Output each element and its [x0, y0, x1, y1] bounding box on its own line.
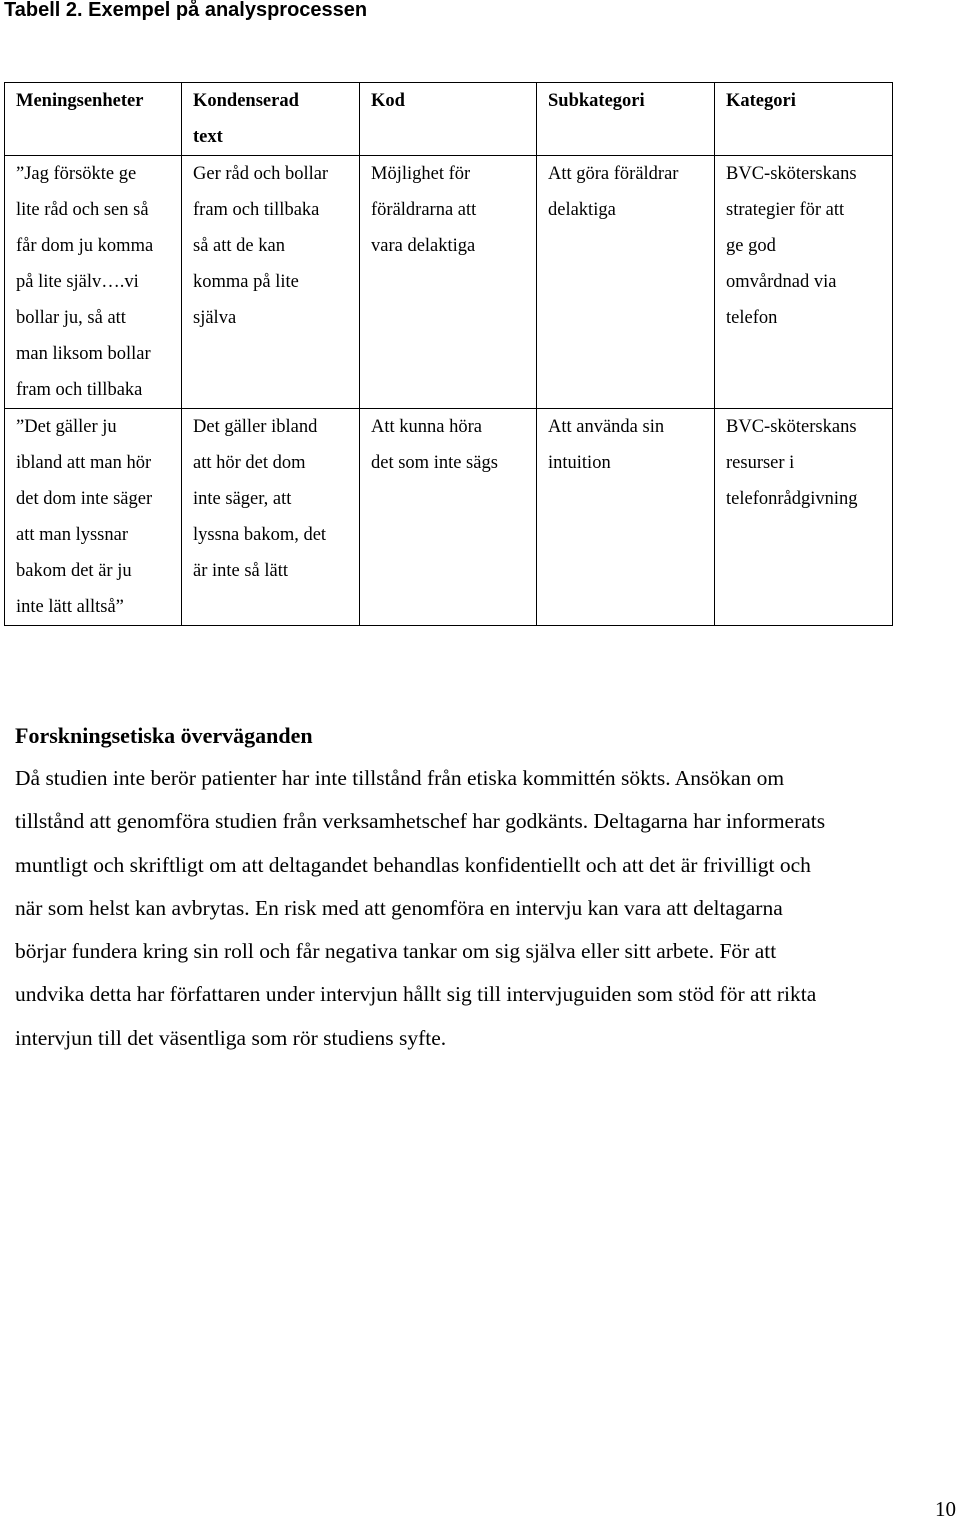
cell-kod — [360, 156, 537, 409]
cell-line: man liksom bollar — [16, 344, 151, 364]
cell-line: att man lyssnar — [16, 525, 129, 545]
cell-line: Det gäller ibland — [193, 417, 318, 437]
cell-subkategori — [537, 156, 715, 409]
header-kategori — [715, 83, 893, 156]
cell-line: på lite själv….vi — [16, 272, 139, 292]
cell-line: telefon — [726, 308, 778, 328]
table-caption: Tabell 2. Exempel på analysprocessen — [4, 0, 368, 21]
cell-line: Att göra föräldrar — [548, 164, 679, 184]
cell-line: intuition — [548, 453, 611, 473]
cell-line: strategier för att — [726, 200, 845, 220]
header-meningsenheter — [5, 83, 182, 156]
header-subkategori — [537, 83, 715, 156]
cell-kondenserad-text — [182, 409, 360, 626]
cell-line: fram och tillbaka — [193, 200, 320, 220]
cell-subkategori — [537, 409, 715, 626]
cell-kategori — [715, 409, 893, 626]
cell-line: ”Jag försökte ge — [16, 164, 137, 184]
cell-line: ge god — [726, 236, 776, 256]
cell-line: telefonrådgivning — [726, 489, 858, 509]
cell-line: det som inte sägs — [371, 453, 498, 473]
cell-line: bollar ju, så att — [16, 308, 126, 328]
cell-line: så att de kan — [193, 236, 285, 256]
cell-line: omvårdnad via — [726, 272, 837, 292]
paragraph-line: muntligt och skriftligt om att deltagandet behandlas konfidentiellt och att det är frivilligt och — [15, 852, 811, 877]
cell-line: Möjlighet för — [371, 164, 471, 184]
cell-line: själva — [193, 308, 237, 328]
cell-line: komma på lite — [193, 272, 299, 292]
table-row — [5, 156, 893, 409]
header-line: Kondenserad — [193, 91, 299, 111]
cell-line: Ger råd och bollar — [193, 164, 329, 184]
header-line: Meningsenheter — [16, 91, 144, 111]
cell-kod — [360, 409, 537, 626]
cell-line: delaktiga — [548, 200, 616, 220]
paragraph-line: intervjun till det väsentliga som rör studiens syfte. — [15, 1025, 447, 1050]
cell-line: vara delaktiga — [371, 236, 476, 256]
cell-line: inte säger, att — [193, 489, 292, 509]
paragraph-line: tillstånd att genomföra studien från verksamhetschef har godkänts. Deltagarna har informerats — [15, 809, 826, 834]
paragraph-line: Då studien inte berör patienter har inte tillstånd från etiska kommittén sökts. Ansökan om — [15, 766, 785, 790]
header-line: Kategori — [726, 91, 796, 111]
cell-line: bakom det är ju — [16, 561, 132, 581]
cell-line: det dom inte säger — [16, 489, 153, 509]
cell-line: inte lätt alltså” — [16, 597, 124, 617]
header-kod — [360, 83, 537, 156]
header-kondenserad-text — [182, 83, 360, 156]
cell-kategori — [715, 156, 893, 409]
paragraph-line: undvika detta har författaren under intervjun hållt sig till intervjuguiden som stöd för att rikta — [15, 982, 817, 1007]
cell-line: ”Det gäller ju — [16, 417, 117, 437]
section-heading: Forskningsetiska överväganden — [15, 723, 313, 748]
cell-line: är inte så lätt — [193, 561, 289, 581]
cell-line: BVC-sköterskans — [726, 164, 857, 184]
cell-line: resurser i — [726, 453, 795, 473]
header-line: Subkategori — [548, 91, 645, 111]
cell-line: Att kunna höra — [371, 417, 482, 437]
cell-line: BVC-sköterskans — [726, 417, 857, 437]
cell-line: fram och tillbaka — [16, 380, 143, 400]
cell-kondenserad-text — [182, 156, 360, 409]
table-header-row — [5, 83, 893, 156]
cell-line: lite råd och sen så — [16, 200, 149, 220]
cell-meningsenheter — [5, 409, 182, 626]
paragraph-line: börjar fundera kring sin roll och får negativa tankar om sig själva eller sitt arbete. För att — [15, 939, 777, 964]
cell-meningsenheter — [5, 156, 182, 409]
cell-line: föräldrarna att — [371, 200, 477, 220]
table-row — [5, 409, 893, 626]
page-number: 10 — [935, 1497, 956, 1521]
header-line: text — [193, 127, 223, 147]
body-paragraph — [15, 757, 960, 1060]
header-line: Kod — [371, 91, 405, 111]
paragraph-line: när som helst kan avbrytas. En risk med att genomföra en intervju kan vara att deltagarna — [15, 895, 783, 920]
cell-line: lyssna bakom, det — [193, 525, 327, 545]
cell-line: får dom ju komma — [16, 236, 154, 256]
cell-line: att hör det dom — [193, 453, 306, 473]
analysis-table — [4, 82, 893, 626]
cell-line: Att använda sin — [548, 417, 665, 437]
cell-line: ibland att man hör — [16, 453, 152, 473]
